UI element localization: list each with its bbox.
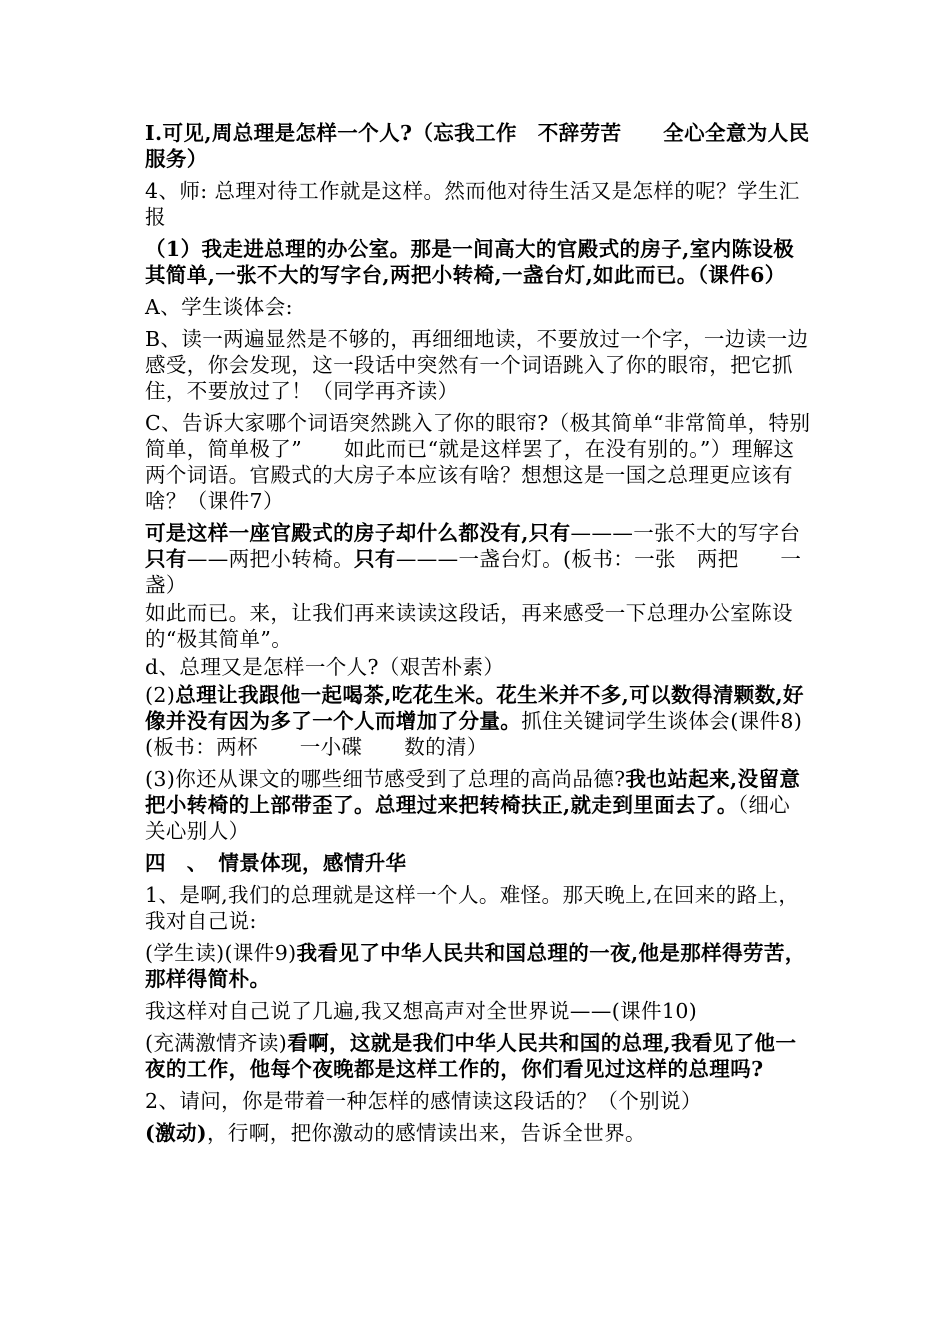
paragraph-teacher-question: 4、师: 总理对待工作就是这样。然而他对待生活又是怎样的呢？学生汇报	[145, 179, 800, 229]
paragraph-feeling-question: 2、请问，你是带着一种怎样的感情读这段话的？（个别说）	[145, 1089, 702, 1113]
paragraph-step-d: d、总理又是怎样一个人?（艰苦朴素）	[145, 655, 505, 679]
paragraph-student-read: (学生读)(课件9)我看见了中华人民共和国总理的一夜,他是那样得劳苦，那样得简朴。	[145, 941, 806, 991]
paragraph-that-night: 1、是啊,我们的总理就是这样一个人。难怪。那天晚上,在回来的路上，我对自己说:	[145, 883, 800, 933]
paragraph-excited: (激动)，行啊，把你激动的感情读出来，告诉全世界。	[145, 1121, 646, 1145]
paragraph-peanuts: (2)总理让我跟他一起喝茶,吃花生米。花生米并不多,可以数得清颗数,好像并没有因为多了一个人而增加了分量。抓住关键词学生谈体会(课件8)(板书：两杯 一小碟 数的清）	[145, 683, 804, 759]
section-heading-four: 四 、 情景体现，感情升华	[145, 851, 407, 875]
paragraph-only-have: 可是这样一座官殿式的房子却什么都没有,只有———一张不大的写字台 只有——两把小转椅。只有———一盏台灯。(板书：一张 两把 一盏）	[145, 521, 822, 597]
paragraph-just-so: 如此而已。来，让我们再来读读这段话，再来感受一下总理办公室陈设的“极其简单”。	[145, 601, 793, 651]
paragraph-office-quote: （1）我走进总理的办公室。那是一间高大的官殿式的房子,室内陈设极其简单,一张不大的写字台,两把小转椅,一盏台灯,如此而已。（课件6）	[145, 237, 795, 287]
paragraph-summary-question: I.可见,周总理是怎样一个人?（忘我工作 不辞劳苦 全心全意为人民服务）	[145, 121, 810, 171]
paragraph-details: (3)你还从课文的哪些细节感受到了总理的高尚品德?我也站起来,没留意把小转椅的上部带歪了。总理过来把转椅扶正,就走到里面去了。（细心 关心别人）	[145, 767, 812, 843]
paragraph-step-a: A、学生谈体会:	[145, 295, 293, 319]
document-page	[145, 120, 822, 1152]
paragraph-step-c: C、告诉大家哪个词语突然跳入了你的眼帘?（极其简单“非常简单，特别简单，简单极了” 如此而已“就是这样罢了，在没有别的。”）理解这两个词语。官殿式的大房子本应该有啥？想想这是一国之总理更应该有啥？（课件7）	[145, 411, 811, 513]
paragraph-passionate-read: (充满激情齐读)看啊，这就是我们中华人民共和国的总理,我看见了他一夜的工作，他每个夜晚都是这样工作的，你们看见过这样的总理吗?	[145, 1031, 797, 1081]
paragraph-tell-world: 我这样对自己说了几遍,我又想高声对全世界说——(课件10)	[145, 999, 698, 1023]
paragraph-step-b: B、读一两遍显然是不够的，再细细地读，不要放过一个字，一边读一边感受，你会发现，这一段话中突然有一个词语跳入了你的眼帘，把它抓住，不要放过了！（同学再齐读）	[145, 327, 809, 403]
